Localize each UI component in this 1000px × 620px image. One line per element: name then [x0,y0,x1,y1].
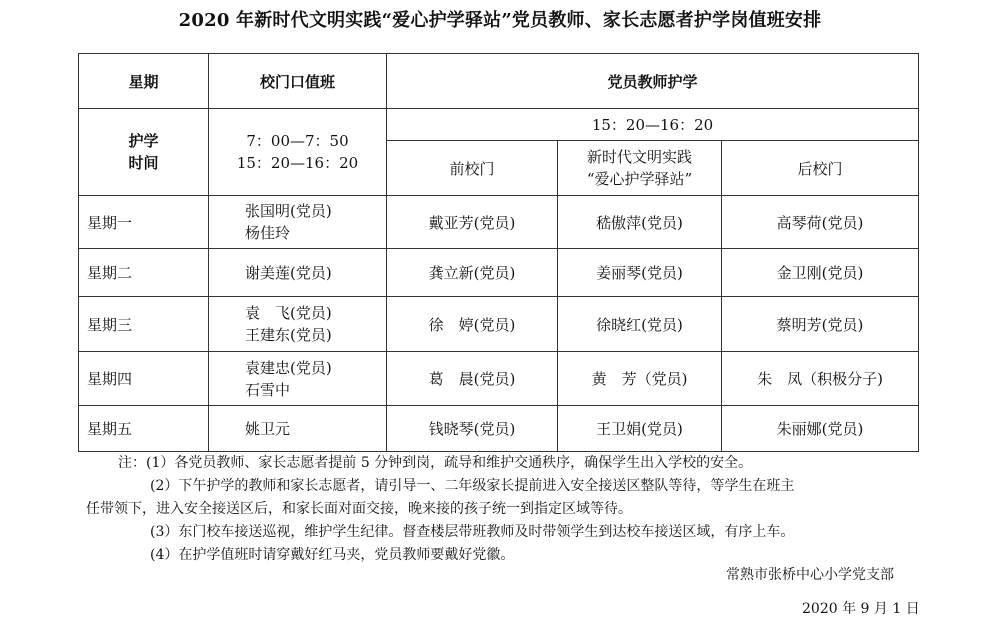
gate-duty-cell: 姚卫元 [209,406,387,452]
table-row [79,406,919,452]
day-cell: 星期三 [79,297,209,352]
gate-duty-cell: 谢美莲(党员) [209,249,387,297]
teacher-guard-time: 15：20—16：20 [387,109,919,141]
header-weekday: 星期 [79,54,209,109]
note-1: 注：(1）各党员教师、家长志愿者提前 5 分钟到岗，疏导和维护交通秩序，确保学生出入学校的安全。 [118,455,753,471]
gate-duty-cell: 袁建忠(党员) 石雪中 [209,352,387,406]
table-row [79,297,919,352]
day-cell: 星期一 [79,196,209,249]
table-row [79,196,919,249]
issue-date: 2020 年 9 月 1 日 [802,601,920,617]
front-gate-cell: 钱晓琴(党员) [387,406,558,452]
note-3: (3）东门校车接送巡视，维护学生纪律。督查楼层带班教师及时带领学生到达校车接送区域，有序上车。 [150,524,795,540]
station-cell: 嵇傲萍(党员) [558,196,722,249]
table-header-row [79,54,919,109]
station-cell: 黄 芳（党员) [558,352,722,406]
header-guard-time: 护学 时间 [79,109,209,196]
station-cell: 徐晓红(党员) [558,297,722,352]
issuing-organization: 常熟市张桥中心小学党支部 [726,567,894,583]
gate-duty-cell: 袁 飞(党员) 王建东(党员) [209,297,387,352]
station-cell: 王卫娟(党员) [558,406,722,452]
gate-duty-cell: 张国明(党员) 杨佳玲 [209,196,387,249]
note-4: (4）在护学值班时请穿戴好红马夹，党员教师要戴好党徽。 [150,547,515,563]
header-front-gate: 前校门 [387,141,558,196]
station-cell: 姜丽琴(党员) [558,249,722,297]
gate-duty-time [209,109,387,196]
header-gate-duty: 校门口值班 [209,54,387,109]
header-teacher-guard: 党员教师护学 [387,54,919,109]
header-station: 新时代文明实践 “爱心护学驿站” [558,141,722,196]
back-gate-cell: 朱 凤（积极分子) [722,352,919,406]
back-gate-cell: 高琴荷(党员) [722,196,919,249]
front-gate-cell: 葛 晨(党员) [387,352,558,406]
back-gate-cell: 金卫刚(党员) [722,249,919,297]
note-2-line2: 任带领下，进入安全接送区后，和家长面对面交接，晚来接的孩子统一到指定区域等待。 [86,501,632,517]
front-gate-cell: 戴亚芳(党员) [387,196,558,249]
front-gate-cell: 龚立新(党员) [387,249,558,297]
header-back-gate: 后校门 [722,141,919,196]
day-cell: 星期五 [79,406,209,452]
time-row [79,109,919,141]
gate-time-am: 7：00—7：50 [246,132,349,150]
back-gate-cell: 朱丽娜(党员) [722,406,919,452]
table-row [79,249,919,297]
document-title: 2020 年新时代文明实践“爱心护学驿站”党员教师、家长志愿者护学岗值班安排 [178,10,822,31]
back-gate-cell: 蔡明芳(党员) [722,297,919,352]
duty-schedule-table [78,53,919,452]
day-cell: 星期四 [79,352,209,406]
note-2-line1: (2）下午护学的教师和家长志愿者，请引导一、二年级家长提前进入安全接送区整队等待，等学生在班主 [150,478,795,494]
table-row [79,352,919,406]
front-gate-cell: 徐 婷(党员) [387,297,558,352]
day-cell: 星期二 [79,249,209,297]
gate-time-pm: 15：20—16：20 [236,154,359,172]
